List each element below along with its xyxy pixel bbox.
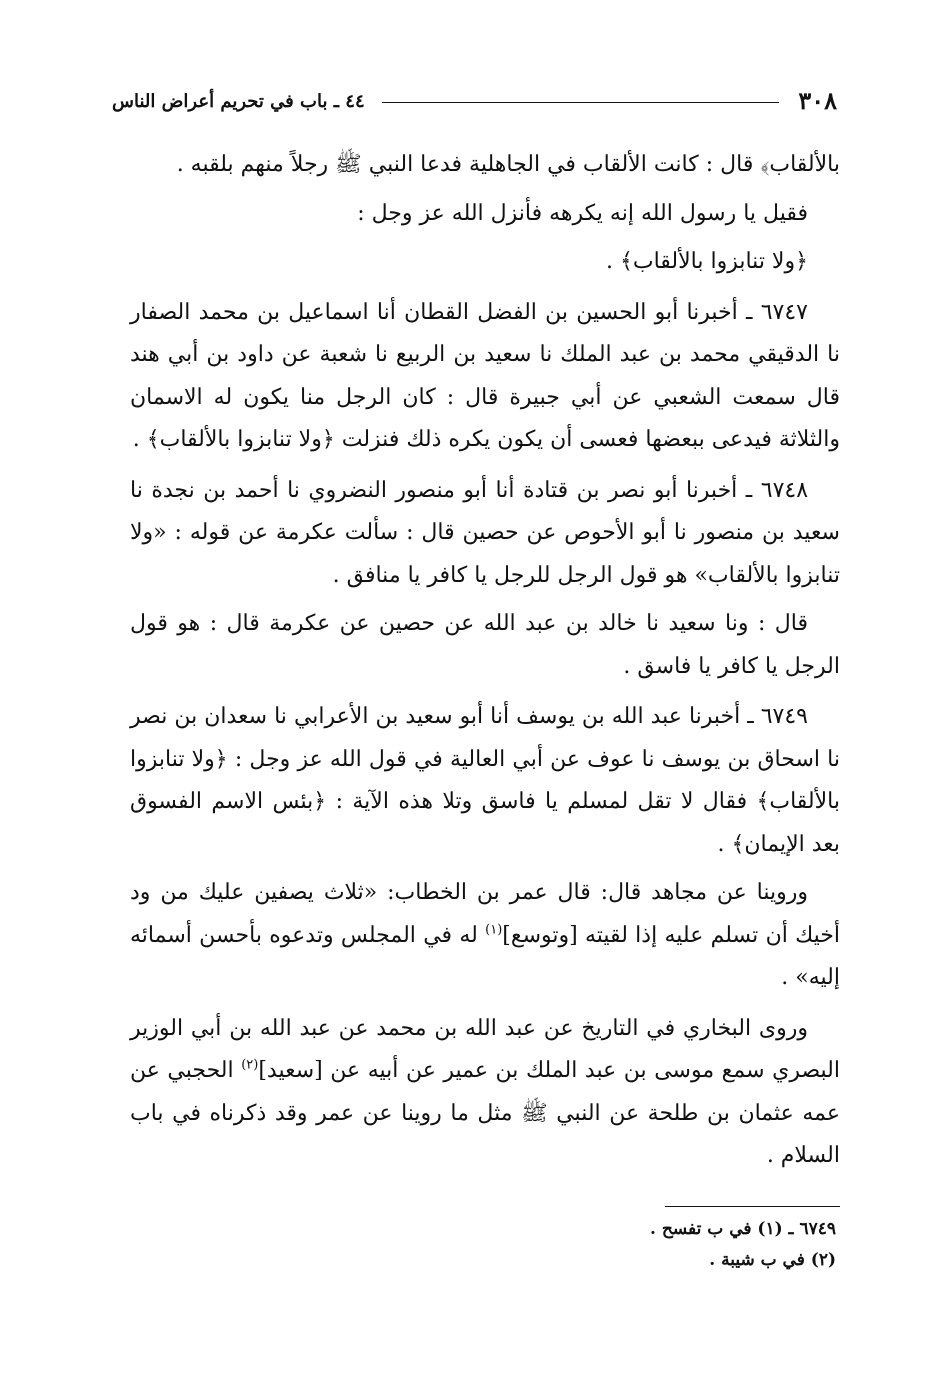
mujahid-text-part2: له في المجلس وتدعوه بأحسن أسمائه إليه» .: [130, 922, 840, 990]
quran-verse: ﴿ولا تنابزوا بالألقاب﴾ .: [605, 249, 808, 274]
chapter-title: ٤٤ ـ باب في تحريم أعراض الناس: [112, 91, 365, 112]
bukhari-text-part2: الحجبي عن عمه عثمان بن طلحة عن النبي ﷺ مثل ما روينا عن عمر وقد ذكرناه في باب السلام .: [130, 1058, 840, 1168]
hadith-6748: ٦٧٤٨ ـ أخبرنا أبو نصر بن قتادة أنا أبو منصور النضروي نا أحمد بن نجدة نا سعيد بن منصور نا أبو الأحوص عن حصين قال : سألت عكرمة عن قوله : «ولا تنابزوا بالألقاب» هو قول الرجل للرجل يا كافر يا منافق .: [130, 477, 840, 588]
hadith-6749: ٦٧٤٩ ـ أخبرنا عبد الله بن يوسف أنا أبو سعيد بن الأعرابي نا سعدان بن نصر نا اسحاق بن يوسف نا عوف عن أبي العالية في قول الله عز وجل : ﴿ولا تنابزوا بالألقاب﴾ فقال لا تقل لمسلم يا فاسق وتلا هذه الآية : ﴿بئس الاسم الفسوق بعد الإيمان﴾ .: [130, 704, 840, 857]
bukhari-narration: [130, 1008, 840, 1178]
mujahid-text-part1: وروينا عن مجاهد قال: قال عمر بن الخطاب: «ثلاث يصفين عليك من ود أخيك أن تسلم عليه إذا لقيته [وتوسع]: [130, 880, 841, 948]
header-rule: [382, 102, 779, 103]
mujahid-narration: [130, 872, 840, 1000]
footnote-ref-1: (١): [485, 922, 503, 938]
footnote-2: (٢) في ب شيبة .: [709, 1250, 836, 1270]
paragraph-revelation: فقيل يا رسول الله إنه يكرهه فأنزل الله عز وجل :: [357, 200, 808, 226]
footnote-ref-2: (٢): [241, 1057, 259, 1073]
bukhari-text-part1: وروى البخاري في التاريخ عن عبد الله بن محمد عن عبد الله بن أبي الوزير البصري سمع موسى بن عبد الملك بن عمير عن أبيه عن [سعيد]: [130, 1015, 840, 1083]
main-text: [130, 144, 840, 1184]
paragraph-continuation: بالألقاب﴾ قال : كانت الألقاب في الجاهلية فدعا النبي ﷺ رجلاً منهم بلقبه .: [176, 152, 840, 177]
page-header: [112, 84, 837, 124]
footnotes: [516, 1214, 836, 1276]
hadith-6747: ٦٧٤٧ ـ أخبرنا أبو الحسين بن الفضل القطان أنا اسماعيل بن محمد الصفار نا الدقيقي محمد بن عبد الملك نا سعيد بن الربيع نا شعبة عن داود بن أبي هند قال سمعت الشعبي عن أبي جبيرة قال : كان الرجل منا يكون له الاسمان والثلاثة فيدعى ببعضها فعسى أن يكون يكره ذلك فنزلت ﴿ولا تنابزوا بالألقاب﴾ .: [130, 299, 840, 452]
page-number: ٣٠٨: [798, 86, 837, 115]
hadith-6748-addendum: قال : ونا سعيد نا خالد بن عبد الله عن حصين عن عكرمة قال : هو قول الرجل يا كافر يا فاسق .: [130, 611, 840, 679]
footnote-rule: [665, 1206, 840, 1207]
footnote-1: ٦٧٤٩ ـ (١) في ب تفسح .: [650, 1219, 836, 1239]
